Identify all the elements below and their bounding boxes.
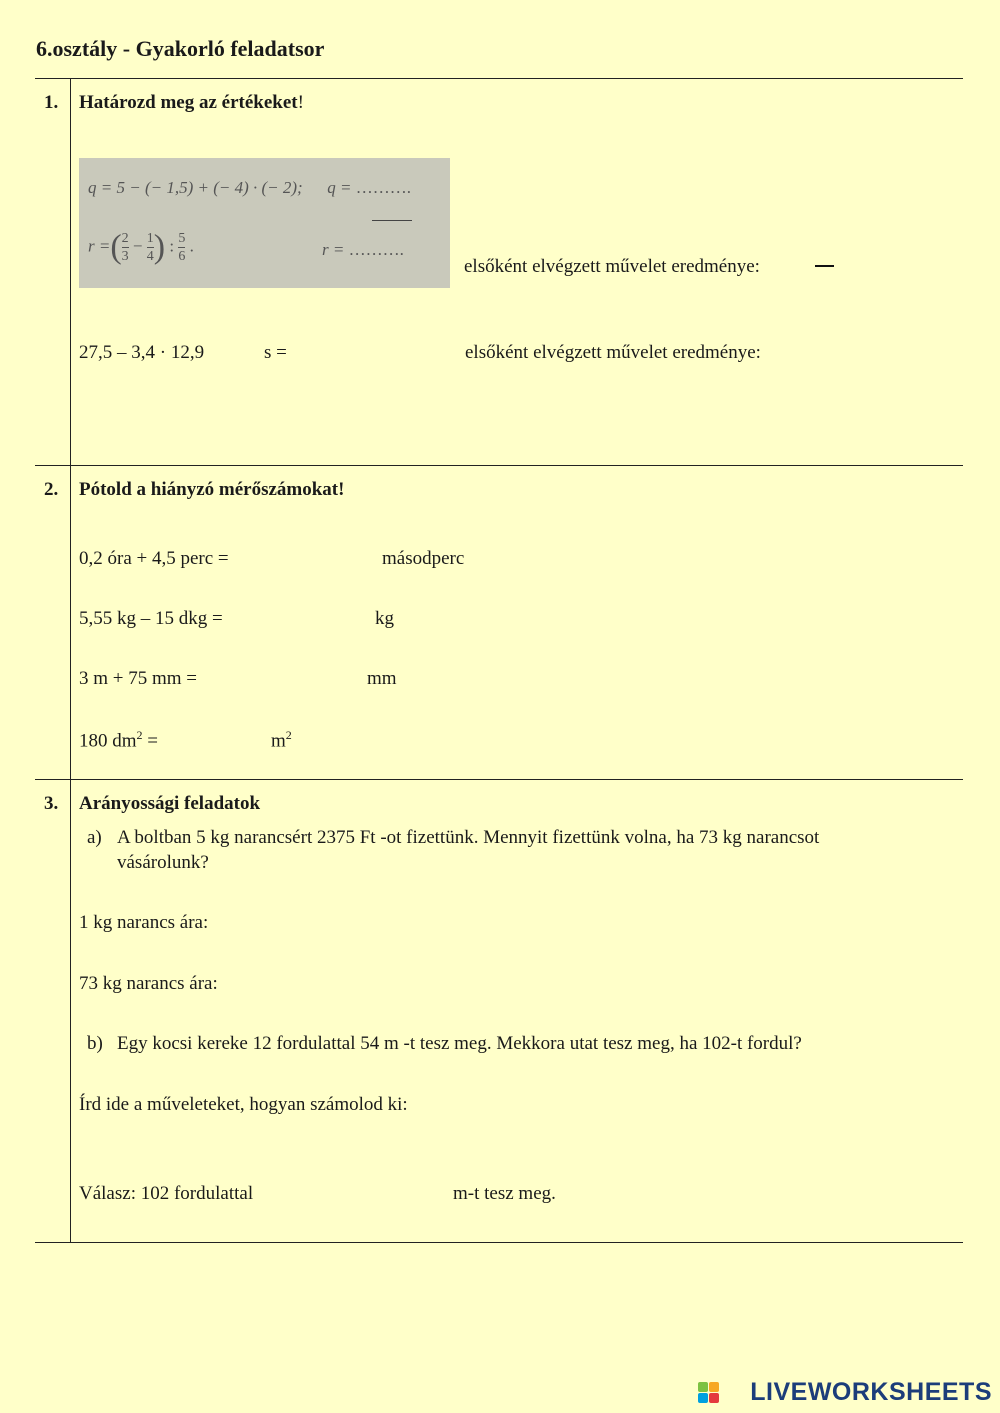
q3a-text-line-1: A boltban 5 kg narancsért 2375 Ft -ot fizettünk. Mennyit fizettünk volna, ha 73 kg narancsot [117,827,820,848]
q1-heading: Határozd meg az értékeket! [79,92,304,113]
formula-q: q = 5 − (− 1,5) + (− 4) · (− 2); q = ………. [88,178,411,197]
q2-row-1-input[interactable] [262,546,372,570]
q2-row-1-expr: 0,2 óra + 4,5 perc = [79,548,229,569]
q2-row-3-input[interactable] [225,666,355,690]
answer-input[interactable] [290,1181,440,1205]
first-op-label-2: elsőként elvégzett művelet eredménye: [465,342,761,363]
s-label: s = [264,342,287,363]
expr-s: 27,5 – 3,4 · 12,9 [79,342,205,363]
page-title: 6.osztály - Gyakorló feladatsor [36,36,325,61]
price-73kg-label: 73 kg narancs ára: [79,973,218,994]
table-top-border [35,78,963,79]
q3-number: 3. [44,793,59,814]
formula-r-answer: r = ………. [322,240,404,260]
first-op-answer-2-input[interactable] [812,340,952,364]
q2-row-3-unit: mm [367,668,397,689]
answer-suffix: m-t tesz meg. [453,1183,556,1204]
first-op-label-1: elsőként elvégzett művelet eredménye: [464,256,760,277]
number-column-divider [70,78,71,1243]
q2-row-4-expr: 180 $dm^2$ = [79,728,158,752]
price-1kg-input[interactable] [236,910,436,934]
formula-image [79,158,450,288]
q2-heading: Pótold a hiányzó mérőszámokat! [79,479,345,500]
q2-row-2-expr: 5,55 kg – 15 dkg = [79,608,223,629]
liveworksheets-logo: LIVEWORKSHEETS [750,1378,992,1406]
formula-r: r =( $\frac{2}{3}$ − $\frac{1}{4}$ ) : $\frac{5}{6}$ . [88,228,194,266]
price-1kg-label: 1 kg narancs ára: [79,912,209,933]
q3a-label: a) [87,827,102,848]
q2-row-4-unit: $m^2$ [271,728,292,752]
liveworksheets-logo-icon [698,1382,720,1404]
s-answer-input[interactable] [300,340,450,364]
q2-row-2-input[interactable] [255,606,365,630]
q3b-text: Egy kocsi kereke 12 fordulattal 54 m -t tesz meg. Mekkora utat tesz meg, ha 102-t fordul? [117,1033,802,1054]
operations-label: Írd ide a műveleteket, hogyan számolod ki: [79,1094,408,1115]
q3-heading: Arányossági feladatok [79,793,261,814]
row-divider-1 [35,465,963,466]
answer-prefix: Válasz: 102 fordulattal [79,1183,254,1204]
first-op-answer-1-blank[interactable] [815,265,834,267]
q2-row-4-input[interactable] [178,726,263,750]
row-divider-2 [35,779,963,780]
q2-row-1-unit: másodperc [382,548,465,569]
q3b-label: b) [87,1033,103,1054]
q2-number: 2. [44,479,59,500]
q2-row-3-expr: 3 m + 75 mm = [79,668,198,689]
q3a-text-line-2: vásárolunk? [117,852,209,873]
q1-number: 1. [44,92,59,113]
q2-row-2-unit: kg [375,608,394,629]
price-73kg-input[interactable] [246,971,446,995]
operations-input[interactable] [79,1124,679,1164]
table-bottom-border [35,1242,963,1243]
